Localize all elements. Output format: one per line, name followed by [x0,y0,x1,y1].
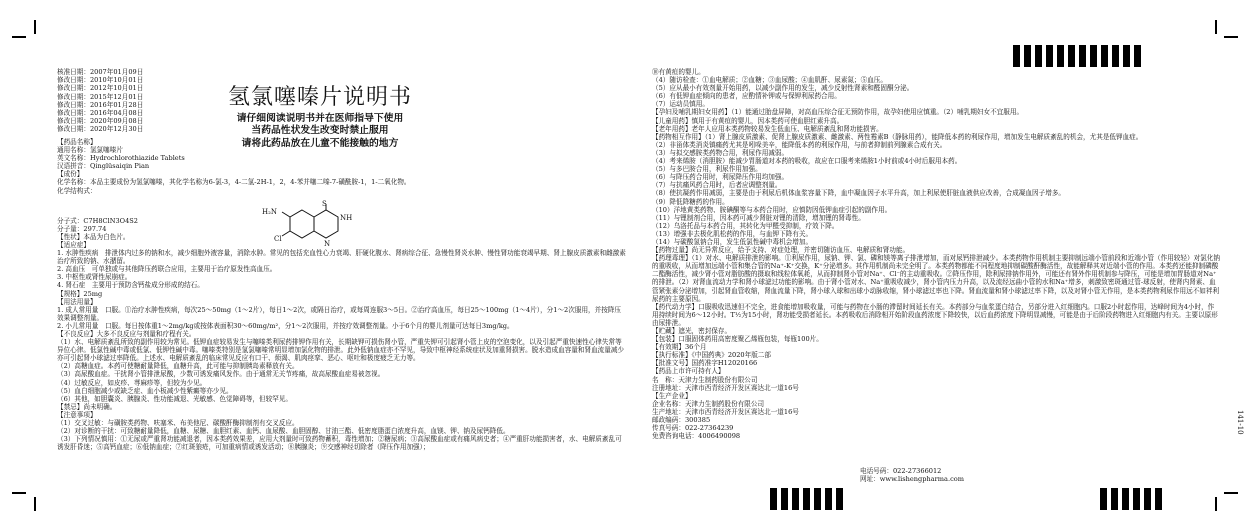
revision-date-line: 修改日期：2020年09月08日 [57,117,144,126]
text-line: 3. 中枢性或肾性尿崩症。 [57,273,132,282]
text-line: （3）高尿酸血症。干扰肾小管排泄尿酸，少数可诱发痛风发作。由于通常无关节疼痛，故高尿酸血症易被忽视。 [57,370,385,379]
text-line: （6）有低钾血症倾向的患者，应酌情补钾或与保钾利尿药合用。 [652,92,841,101]
text-line: 【孕妇及哺乳期妇女用药】（1）能通过胎盘屏障，对高血压综合征无预防作用，故孕妇使用应慎重。（2）哺乳期妇女不宜服用。 [652,108,1024,117]
text-line: 【用法用量】 [57,297,97,306]
text-line: 【执行标准】《中国药典》2020年版二部 [652,351,771,360]
warning-line: 当药品性状发生改变时禁止服用 [251,125,389,137]
text-line: 英文名称：Hydrochlorothiazide Tablets [57,154,185,163]
text-line: 【药代动力学】口服吸收迅速但不完全，进食能增加吸收量，可能与药物在小肠的滞留时间延长有关。本药部分与血浆蛋白结合，另部分进入红细胞内。口服2小时起作用，达峰时间为4小时，作用持续时间为6～12小时。T½为15小时，肾功能受损者延长。本药吸收后消除相开始阶段血药浓度下降较快，以后血药浓度下降明显减慢，可能是由于后阶段药物进入红细胞内有关。主要以原形由尿排泄。 [652,302,1218,327]
text-line: （6）其他，如胆囊炎、胰腺炎、性功能减退、光敏感、色觉障碍等，但较罕见。 [57,394,292,403]
text-line: 【儿童用药】慎用于有黄疸的婴儿，因本类药可使血胆红素升高。 [652,116,844,125]
text-line: 【包装】口服固体药用高密度聚乙烯瓶包装，每瓶100片。 [652,335,823,344]
text-line: （13）增强非去极化肌松药的作用，与血钾下降有关。 [652,229,813,238]
revision-date-line: 修改日期：2020年12月30日 [57,125,144,134]
text-line: （6）与降压药合用时，利尿降压作用均加强。 [652,173,789,182]
revision-date-line: 修改日期：2010年10月01日 [57,76,144,85]
document-title: 氢氯噻嗪片说明书 [227,85,412,110]
text-line: 化学名称：本品主要成份为氢氯噻嗪，其化学名称为6-氯-3，4-二氢-2H-1，2，4-苯并噻二嗪-7-磺酰胺-1，1-二氧化物。 [57,178,411,187]
crop-mark-bottom-right [1224,492,1238,494]
crop-mark-bottom-right-v [1215,497,1217,511]
crop-mark-top-right [1224,36,1238,38]
text-line: （9）降低降糖药的作用。 [652,197,729,206]
text-line: 【药品上市许可持有人】 [652,367,725,376]
crop-mark-bottom-left-v [34,497,36,511]
text-line: 1. 水肿性疾病 排泄体内过多的钠和水，减少细胞外液容量，消除水肿。常见的包括充血性心力衰竭、肝硬化腹水、肾病综合征、急慢性肾炎水肿、慢性肾功能衰竭早期、肾上腺皮质激素和雌激素治疗所致的钠、水潴留。 [57,249,626,266]
warning-line: 请将此药品放在儿童不能接触的地方 [241,137,399,149]
text-line: 化学结构式： [57,186,97,195]
text-line: 【规格】25mg [57,289,103,298]
text-line: 企业名称：天津力生制药股份有限公司 [652,399,765,408]
text-line: （1）交叉过敏：与磺胺类药物、呋塞米、布美他尼、碳酸酐酶抑制剂有交叉反应。 [57,419,299,427]
text-line: 【生产企业】 [652,391,692,400]
text-line: （14）与碳酸氢钠合用，发生低氯性碱中毒机会增加。 [652,237,813,246]
text-line: 【有效期】36个月 [652,343,707,352]
text-line: 1. 成人常用量 口服。①治疗水肿性疾病，每次25～50mg（1～2片），每日1～2次，或隔日治疗，或每周连服3～5日。②治疗高血压，每日25～100mg（1～4片），分1～2次服用，并按降压效果调整剂量。 [57,305,622,322]
text-line: （1）水、电解质紊乱所致的副作用较为常见。低钾血症较易发生与噻嗪类利尿药排钾作用有关，长期缺钾可损伤肾小管，严重失钾可引起肾小管上皮的空泡变化，以及引起严重快速性心律失常等异位心律。低氯性碱中毒或低氯、低钾性碱中毒。噻嗪类特别是氢氯噻嗪常明显增加氯化物的排泄。此外低钠血症亦不罕见，导致中枢神经系统症状及加重肾损害。脱水造成血容量和肾血流量减少亦可引起肾小球滤过率降低。上述水、电解质紊乱的临床常见反应有口干、烦渴、肌肉痉挛、恶心、呕吐和极度疲乏无力等。 [57,338,625,363]
chemical-structure [262,200,362,250]
text-line: 【禁忌】尚未明确。 [57,402,117,411]
text-line: 【不良反应】大多不良反应与剂量和疗程有关。 [57,329,196,338]
text-line: 2. 高血压 可单独或与其他降压药联合应用，主要用于治疗原发性高血压。 [57,265,277,274]
text-line: （2）对诊断的干扰：可致糖耐量降低，血糖、尿糖、血胆红素、血钙、血尿酸、血胆固醇、甘油三酯、低密度脂蛋白浓度升高，血镁、钾、钠及尿钙降低。 [57,427,510,436]
text-line: 【性状】本品为白色片。 [57,232,130,241]
contact-phone: 电话号码：022-27366012 [860,467,942,475]
text-line: （4）考来烯胺（消胆胺）能减少胃肠道对本药的吸收，故应在口服考来烯胺1小时前或4小时后服用本药。 [652,157,962,166]
warning-line: 请仔细阅读说明书并在医师指导下使用 [236,113,404,124]
left-column-text [57,138,627,451]
text-line: 【药品名称】 [57,138,97,146]
crop-mark-top-left [12,36,26,38]
right-column-text [652,68,1220,440]
text-line: 邮政编码：300385 [652,416,711,425]
revision-date-line: 修改日期：2015年12月01日 [57,92,144,101]
text-line: （7）与抗痛风药合用时，后者应调整剂量。 [652,181,782,190]
text-line: （5）应从最小有效剂量开始用药，以减少副作用的发生，减少反射性肾素和醛固酮分泌。 [652,84,914,93]
revision-date-line: 修改日期：2016年01月28日 [57,100,144,109]
text-line: 【药理毒理】（1）对水、电解质排泄的影响。①利尿作用，尿钠、钾、氯、磷和镁等离子排泄增加，而对尿钙排泄减少。本类药物作用机制主要抑制远端小管前段和近端小管（作用较轻）对氯化钠的重吸收，从而增加远端小管和集合管的Na⁺-K⁺交换，K⁺分泌增多。其作用机制尚未完全明了。本类药物都能不同程度地抑制碳酸酐酶活性，故能解释其对近端小管的作用。本类药还能抑制磷酸二酯酶活性，减少肾小管对脂肪酸的摄取和线粒体氧耗，从而抑制肾小管对Na⁺、Cl⁻的主动重吸收。②降压作用，除利尿排钠作用外，可能还有肾外作用机制参与降压，可能是增加胃肠道对Na⁺的排泄。（2）对肾血流动力学和肾小球滤过功能的影响。由于肾小管对水、Na⁺重吸收减少，肾小管内压力升高，以及流经远曲小管的水和Na⁺增多，刺激致密斑通过管-球反射，使肾内肾素、血管紧张素分泌增加，引起肾血管收缩，肾血流量下降，肾小球入球和出球小动脉收缩，肾小球滤过率也下降。肾血流量和肾小球滤过率下降，以及对肾小管无作用，是本类药物利尿作用远不如袢利尿药的主要原因。 [652,254,1220,303]
crop-mark-top-right-v [1215,20,1217,34]
text-line: 2. 小儿常用量 口服。每日按体重1～2mg/kg或按体表面积30～60mg/m²，分1～2次服用，并按疗效调整剂量。小于6个月的婴儿剂量可达每日3mg/kg。 [57,321,514,330]
text-line: 4. 肾石症 主要用于预防含钙盐成分形成的结石。 [57,281,204,290]
text-line: 【贮藏】遮光，密封保存。 [652,327,732,335]
text-line: 汉语拼音：Qinglüsaiqin Pian [57,162,150,171]
text-line: 【药物过量】尚无异常反应，给予支持、对症处理，并密切随访血压、电解质和肾功能。 [652,246,910,255]
text-line: （4）过敏反应，如皮疹、荨麻疹等，但较为少见。 [57,378,207,387]
text-line: （5）与多巴胺合用，利尿作用加强。 [652,165,762,174]
revision-date-line: 核准日期：2007年01月09日 [57,68,144,76]
structure-label: Cl [274,235,282,243]
text-line: 【药物相互作用】（1）肾上腺皮质激素、促肾上腺皮质激素、雌激素、两性霉素B（静脉用药），能降低本药的利尿作用，增加发生电解质紊乱的机会，尤其是低钾血症。 [652,132,1143,141]
structure-label: NH [340,214,353,222]
text-line: （8）使抗凝药作用减弱，主要是由于利尿后机体血浆容量下降，血中凝血因子水平升高，加上利尿使肝脏血液供应改善，合成凝血因子增多。 [652,189,1066,198]
text-line: 名 称：天津力生制药股份有限公司 [652,375,758,384]
crop-mark-top-left-v [34,20,36,34]
text-line: 通用名称：氢氯噻嗪片 [57,146,123,155]
text-line: 免费咨询电话：4006490098 [652,432,741,441]
contact-website: 网址：www.lishengpharma.com [860,475,964,483]
text-line: （10）洋地黄类药物、胺碘酮等与本药合用时，应慎防因低钾血症引起的副作用。 [652,205,892,214]
structure-label: N [324,240,331,248]
text-line: （2）非甾体类消炎镇痛药尤其是吲哚美辛，能降低本药的利尿作用，与前者抑制前列腺素合成有关。 [652,140,947,149]
text-line: （2）高糖血症。本药可使糖耐量降低，血糖升高，此可能与抑制胰岛素释放有关。 [57,362,299,371]
document-code: 141-10 [1236,410,1244,435]
text-line: （7）运动员慎用。 [652,100,709,109]
text-line: 生产地址：天津市西青经济开发区赛达北一道16号 [652,407,799,416]
text-line: （11）与锂制剂合用，因本药可减少肾脏对锂的清除，增加锂的肾毒性。 [652,213,865,222]
revision-date-line: 修改日期：2012年10月01日 [57,84,144,93]
text-line: （3）下列情况慎用：①无尿或严重肾功能减退者，因本类药效果差，应用大剂量时可致药物蓄积，毒性增加；②糖尿病；③高尿酸血症或有痛风病史者；④严重肝功能损害者，水、电解质紊乱可诱发肝昏迷；⑤高钙血症；⑥低钠血症；⑦红斑狼疮，可加重病情或诱发活动；⑧胰腺炎；⑨交感神经切除者（降压作用加强）； [57,435,622,452]
text-line: 【老年用药】老年人应用本类药物较易发生低血压、电解质紊乱和肾功能损害。 [652,124,883,133]
crop-mark-bottom-left [12,492,26,494]
text-line: ⑩有黄疸的婴儿。 [652,68,705,76]
barcode-top [1013,45,1141,67]
text-line: 【批准文号】国药准字H12020166 [652,359,758,368]
text-line: 【成份】 [57,170,84,179]
text-line: 注册地址：天津市西青经济开发区赛达北一道16号 [652,383,799,392]
text-line: 分子式：C7H8ClN3O4S2 [57,216,138,225]
revision-dates [57,68,143,134]
text-line: （4）随访检查：①血电解质；②血糖；③血尿酸；④血肌酐、尿素氮；⑤血压。 [652,76,887,85]
revision-date-line: 修改日期：2016年04月08日 [57,109,144,118]
barcode-bottom-left [770,488,843,510]
text-line: （12）乌洛托品与本药合用，其转化为甲醛受抑制，疗效下降。 [652,221,839,230]
text-line: 【适应症】 [57,240,90,249]
barcode-bottom-right [1100,488,1162,510]
text-line: （3）与拟交感胺类药物合用，利尿作用减弱。 [652,148,789,157]
text-line: 传真号码：022-27364239 [652,424,734,433]
text-line: （5）血白细胞减少或缺乏症、血小板减少性紫癜等亦少见。 [57,386,233,395]
text-line: 【注意事项】 [57,410,97,419]
structure-label: S [322,200,327,208]
structure-label: H₂N [262,208,278,216]
text-line: 分子量：297.74 [57,224,107,233]
